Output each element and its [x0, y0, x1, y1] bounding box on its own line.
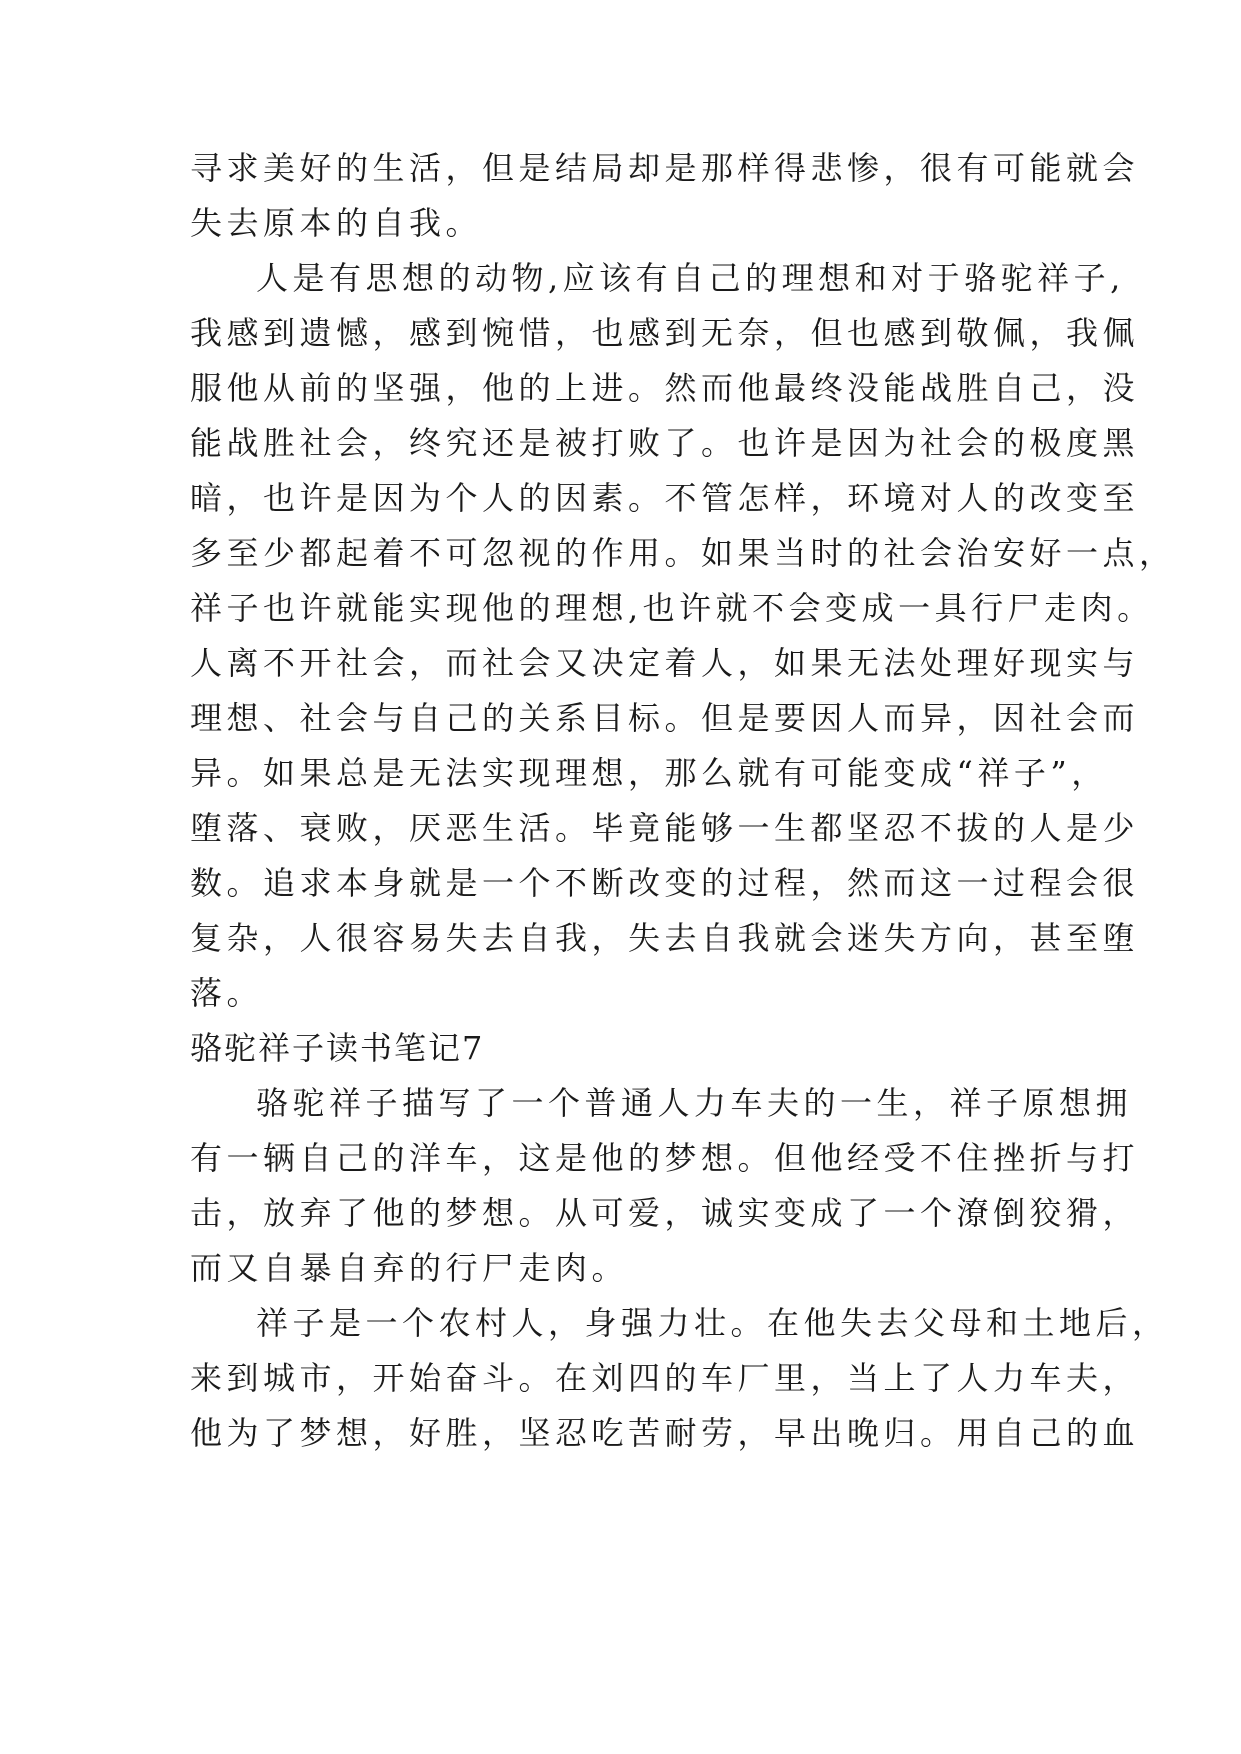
text-line: 祥子是一个农村人，身强力壮。在他失去父母和土地后，: [256, 1304, 1169, 1342]
text-line: 他为了梦想，好胜，坚忍吃苦耐劳，早出晚归。用自己的血: [190, 1414, 1140, 1452]
text-line: 堕落、衰败，厌恶生活。毕竟能够一生都坚忍不拔的人是少: [190, 809, 1140, 847]
text-line: 有一辆自己的洋车，这是他的梦想。但他经受不住挫折与打: [190, 1139, 1140, 1177]
text-line: 数。追求本身就是一个不断改变的过程，然而这一过程会很: [190, 864, 1140, 902]
text-line: 暗，也许是因为个人的因素。不管怎样，环境对人的改变至: [190, 479, 1140, 517]
text-line: 骆驼祥子描写了一个普通人力车夫的一生，祥子原想拥: [256, 1084, 1133, 1122]
text-line: 服他从前的坚强，他的上进。然而他最终没能战胜自己，没: [190, 369, 1140, 407]
text-line: 理想、社会与自己的关系目标。但是要因人而异，因社会而: [190, 699, 1140, 737]
text-line: 寻求美好的生活，但是结局却是那样得悲惨，很有可能就会: [190, 149, 1140, 187]
text-line: 失去原本的自我。: [190, 204, 483, 242]
text-line: 多至少都起着不可忽视的作用。如果当时的社会治安好一点，: [190, 534, 1176, 572]
text-line: 而又自暴自弃的行尸走肉。: [190, 1249, 629, 1287]
text-line: 异。如果总是无法实现理想，那么就有可能变成“祥子”，: [190, 754, 1108, 792]
text-line: 落。: [190, 974, 264, 1012]
text-line: 我感到遗憾，感到惋惜，也感到无奈，但也感到敬佩，我佩: [190, 314, 1140, 352]
text-line: 人是有思想的动物,应该有自己的理想和对于骆驼祥子,: [256, 259, 1125, 297]
section-heading: 骆驼祥子读书笔记7: [190, 1029, 485, 1067]
text-line: 来到城市，开始奋斗。在刘四的车厂里，当上了人力车夫，: [190, 1359, 1140, 1397]
text-line: 祥子也许就能实现他的理想,也许就不会变成一具行尸走肉。: [190, 589, 1154, 627]
text-line: 击，放弃了他的梦想。从可爱，诚实变成了一个潦倒狡猾，: [190, 1194, 1140, 1232]
text-line: 人离不开社会，而社会又决定着人，如果无法处理好现实与: [190, 644, 1140, 682]
text-line: 复杂，人很容易失去自我，失去自我就会迷失方向，甚至堕: [190, 919, 1140, 957]
text-line: 能战胜社会，终究还是被打败了。也许是因为社会的极度黑: [190, 424, 1140, 462]
